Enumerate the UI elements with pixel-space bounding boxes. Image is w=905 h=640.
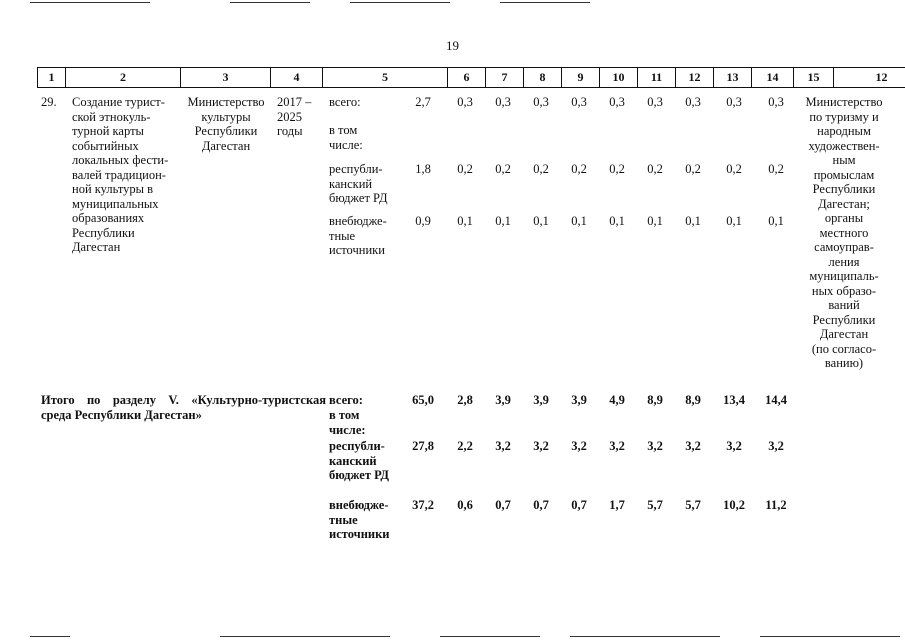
text-line: источники — [329, 527, 390, 541]
bottom-edge-line — [30, 636, 70, 637]
total-source-label-budget — [329, 439, 389, 483]
header-cell: 9 — [562, 68, 600, 88]
value-cell: 3,2 — [609, 439, 625, 453]
header-cell: 8 — [524, 68, 562, 88]
text-line: Дагестан; — [818, 196, 870, 211]
value-cell: 5,7 — [685, 498, 701, 512]
value-cell: 0,2 — [685, 162, 701, 176]
value-cell: 0,1 — [726, 214, 742, 228]
text-line: внебюдже- — [329, 214, 387, 228]
header-cell: 15 — [794, 68, 834, 88]
text-line: 2025 — [277, 109, 302, 124]
text-line: бюджет РД — [329, 468, 390, 482]
text-line: канский — [329, 176, 373, 191]
value-cell: 0,2 — [768, 162, 784, 176]
value-cell: 8,9 — [647, 393, 663, 407]
value-cell: 3,2 — [768, 439, 784, 453]
source-label-total — [329, 95, 361, 110]
source-label-budget — [329, 162, 388, 206]
value-cell: 0,1 — [571, 214, 587, 228]
value-cell: 0,7 — [495, 498, 511, 512]
value-cell: 0,2 — [647, 162, 663, 176]
header-cell: 14 — [752, 68, 794, 88]
value-cell: 0,3 — [647, 95, 663, 109]
page-number: 19 — [446, 38, 459, 53]
value-cell: 3,2 — [647, 439, 663, 453]
text-line: Итого по разделу V. «Культурно-туристская — [41, 393, 326, 407]
period — [277, 95, 327, 139]
measure-name — [72, 95, 184, 255]
value-cell: 27,8 — [412, 439, 434, 453]
value-cell: 0,3 — [533, 95, 549, 109]
value-cell: 0,3 — [571, 95, 587, 109]
value-cell: 0,2 — [495, 162, 511, 176]
header-cell: 11 — [638, 68, 676, 88]
bottom-edge-line — [440, 636, 540, 637]
text-line: ным — [832, 153, 856, 167]
text-line: всего: — [329, 95, 361, 109]
text-line: самоуправ- — [814, 240, 874, 254]
value-cell: 0,9 — [415, 214, 431, 228]
value-cell: 0,7 — [533, 498, 549, 512]
value-cell: 2,2 — [457, 439, 473, 453]
text-line: по туризму и — [809, 109, 879, 124]
table-header-row — [38, 68, 905, 88]
text-line: Республики — [812, 182, 876, 196]
value-cell: 2,7 — [415, 95, 431, 109]
value-cell: 0,1 — [685, 214, 701, 228]
text-line: тные — [329, 228, 356, 243]
value-cell: 0,7 — [571, 498, 587, 512]
text-line: в том — [329, 408, 360, 422]
text-line: ваний — [828, 298, 860, 312]
program-table — [37, 67, 905, 88]
text-line: бюджет РД — [329, 191, 388, 205]
value-cell: 0,1 — [457, 214, 473, 228]
text-line: Министерство — [805, 95, 883, 109]
total-source-label-total — [329, 393, 363, 408]
value-cell: 0,1 — [495, 214, 511, 228]
text-line: числе: — [329, 422, 366, 437]
text-line: Республики — [72, 225, 135, 240]
text-line: местного — [819, 225, 869, 240]
header-cell: 4 — [271, 68, 323, 88]
total-source-label-incl — [329, 408, 366, 437]
text-line: ванию) — [824, 356, 864, 370]
text-line: народным — [817, 124, 871, 138]
text-line: ных образо- — [811, 283, 877, 298]
text-line: Республики — [194, 124, 258, 138]
text-line: культуры — [201, 109, 251, 124]
text-line: муниципальных — [72, 196, 159, 211]
text-line: тные — [329, 512, 358, 527]
top-edge-line — [230, 2, 310, 3]
total-label — [41, 393, 326, 422]
bottom-edge-line — [760, 636, 900, 637]
value-cell: 1,7 — [609, 498, 625, 512]
value-cell: 2,8 — [457, 393, 473, 407]
text-line: Создание турист- — [72, 95, 165, 109]
header-cell: 12 — [676, 68, 714, 88]
value-cell: 4,9 — [609, 393, 625, 407]
text-line: числе: — [329, 137, 363, 152]
value-cell: 0,1 — [609, 214, 625, 228]
value-cell: 11,2 — [765, 498, 787, 512]
value-cell: 3,9 — [571, 393, 587, 407]
text-line: годы — [277, 124, 303, 138]
value-cell: 10,2 — [723, 498, 745, 512]
header-cell: 5 — [323, 68, 448, 88]
text-line: в том — [329, 123, 358, 137]
text-line: республи- — [329, 439, 385, 453]
text-line: муниципаль- — [809, 269, 879, 283]
value-cell: 3,2 — [571, 439, 587, 453]
source-label-incl — [329, 123, 363, 152]
header-cell: 7 — [486, 68, 524, 88]
value-cell: 8,9 — [685, 393, 701, 407]
value-cell: 0,1 — [647, 214, 663, 228]
text-line: Дагестан — [819, 327, 869, 341]
text-line: ной культуры в — [72, 182, 154, 196]
bottom-edge-line — [220, 636, 390, 637]
text-line: промыслам — [813, 167, 875, 182]
header-cell: 3 — [181, 68, 271, 88]
responsible-party — [799, 95, 889, 371]
row-number: 29. — [41, 95, 57, 109]
text-line: Министерство — [187, 95, 265, 109]
value-cell: 14,4 — [765, 393, 787, 407]
text-line: Республики — [812, 312, 876, 327]
value-cell: 0,2 — [457, 162, 473, 176]
value-cell: 0,2 — [571, 162, 587, 176]
text-line: Дагестан — [72, 240, 121, 254]
text-line: республи- — [329, 162, 383, 176]
value-cell: 3,9 — [533, 393, 549, 407]
header-cell: 13 — [714, 68, 752, 88]
header-cell: 6 — [448, 68, 486, 88]
value-cell: 0,6 — [457, 498, 473, 512]
text-line: локальных фести- — [72, 153, 169, 167]
source-label-extrabudget — [329, 214, 387, 258]
value-cell: 0,1 — [533, 214, 549, 228]
text-line: ской этнокуль- — [72, 109, 151, 124]
value-cell: 0,3 — [609, 95, 625, 109]
text-line: внебюдже- — [329, 498, 389, 512]
top-edge-line — [30, 2, 150, 3]
value-cell: 3,2 — [726, 439, 742, 453]
header-cell: 10 — [600, 68, 638, 88]
header-cell: 1 — [38, 68, 66, 88]
value-cell: 0,1 — [768, 214, 784, 228]
value-cell: 3,2 — [533, 439, 549, 453]
text-line: среда Республики Дагестан» — [41, 407, 202, 422]
value-cell: 37,2 — [412, 498, 434, 512]
text-line: Дагестан — [201, 138, 251, 153]
header-cell: 12 — [834, 68, 905, 88]
text-line: органы — [824, 211, 864, 225]
top-edge-line — [350, 2, 450, 3]
value-cell: 3,9 — [495, 393, 511, 407]
text-line: 2017 – — [277, 95, 312, 109]
text-line: образованиях — [72, 211, 145, 225]
value-cell: 3,2 — [685, 439, 701, 453]
text-line: событийных — [72, 138, 139, 153]
value-cell: 3,2 — [495, 439, 511, 453]
executor — [182, 95, 270, 153]
text-line: канский — [329, 453, 377, 468]
value-cell: 0,3 — [768, 95, 784, 109]
text-line: (по согласо- — [811, 341, 877, 356]
text-line: валей традицион- — [72, 167, 166, 182]
total-source-label-extrabudget — [329, 498, 390, 542]
value-cell: 0,3 — [457, 95, 473, 109]
top-edge-line — [500, 2, 590, 3]
text-line: художествен- — [808, 138, 880, 153]
text-line: турной карты — [72, 124, 144, 138]
value-cell: 0,3 — [685, 95, 701, 109]
text-line: ления — [828, 254, 860, 269]
text-line: источники — [329, 243, 385, 257]
value-cell: 13,4 — [723, 393, 745, 407]
value-cell: 0,3 — [495, 95, 511, 109]
value-cell: 1,8 — [415, 162, 431, 176]
value-cell: 0,2 — [726, 162, 742, 176]
value-cell: 0,3 — [726, 95, 742, 109]
header-cell: 2 — [66, 68, 181, 88]
bottom-edge-line — [570, 636, 720, 637]
value-cell: 0,2 — [533, 162, 549, 176]
value-cell: 0,2 — [609, 162, 625, 176]
value-cell: 65,0 — [412, 393, 434, 407]
text-line: всего: — [329, 393, 363, 407]
value-cell: 5,7 — [647, 498, 663, 512]
